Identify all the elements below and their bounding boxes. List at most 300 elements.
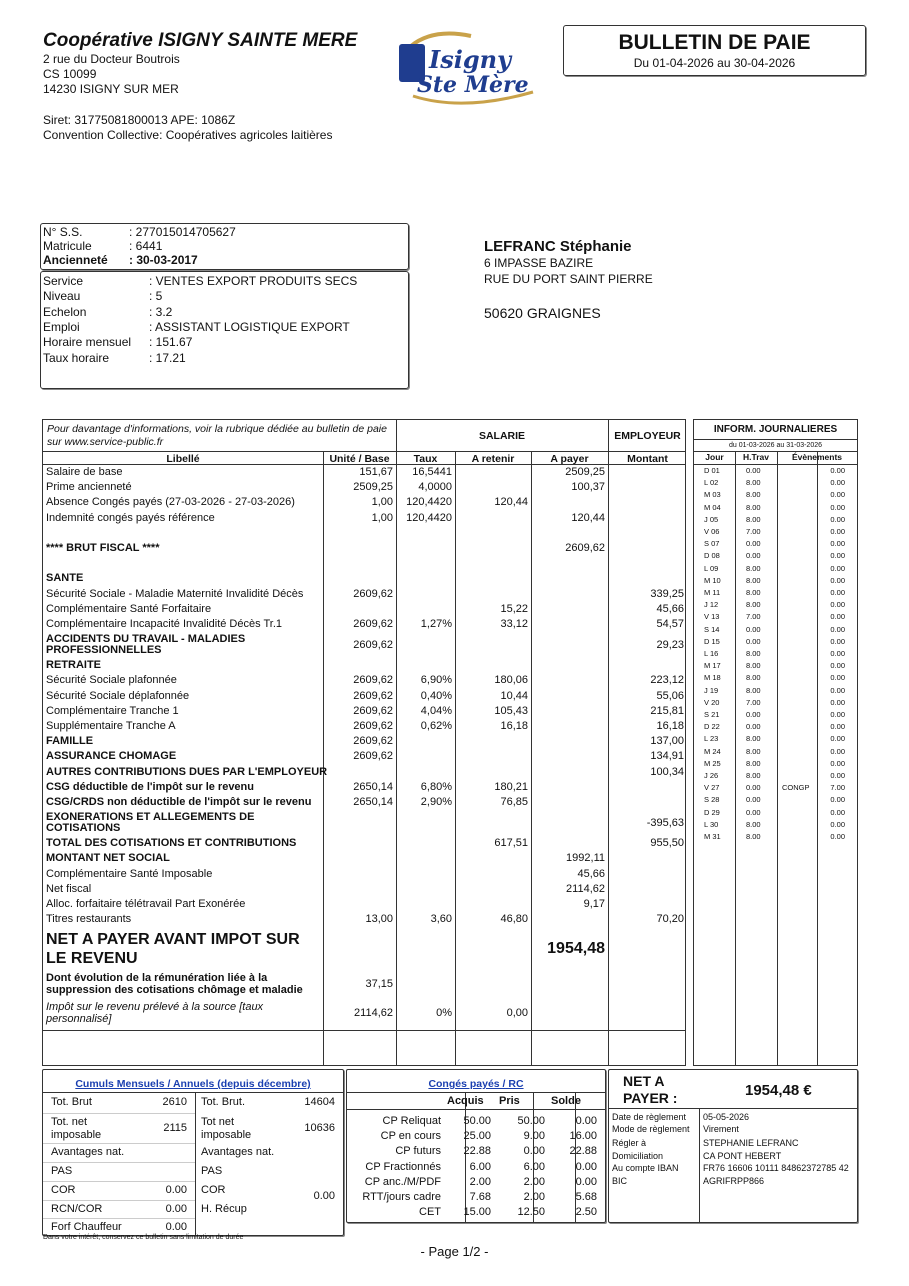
daily-value: 0.00 — [830, 575, 845, 585]
employee-id-label: Ancienneté — [43, 253, 108, 267]
footer-note: Dans votre intérêt, conservez ce bulletin sans limitation de durée — [43, 1234, 244, 1241]
cumul-label: PAS — [201, 1165, 223, 1177]
row-label: MONTANT NET SOCIAL — [46, 852, 170, 865]
company-logo — [393, 26, 543, 108]
daily-day: M 03 — [704, 490, 721, 500]
row-label: COTISATIONS — [46, 822, 121, 835]
conges-pris: 2.00 — [523, 1191, 545, 1203]
column-header: Taux — [413, 453, 438, 465]
conges-label: CP futurs — [395, 1145, 441, 1158]
row-montant: 955,50 — [650, 837, 684, 850]
row-taux: 120,4420 — [406, 511, 452, 524]
daily-hours: 8.00 — [746, 514, 761, 524]
payment-detail-value: STEPHANIE LEFRANC — [703, 1138, 799, 1148]
row-payer: 2114,62 — [566, 882, 605, 895]
daily-hours: 8.00 — [746, 478, 761, 488]
recipient-address-line: RUE DU PORT SAINT PIERRE — [484, 272, 653, 286]
daily-day: V 20 — [704, 697, 720, 707]
cumul-label: COR — [51, 1184, 76, 1196]
daily-value: 0.00 — [830, 490, 845, 500]
cumul-value: 0.00 — [313, 1190, 335, 1202]
row-taux: 2,90% — [420, 796, 452, 808]
row-payer: 9,17 — [583, 898, 605, 910]
conges-pris: 2.00 — [523, 1175, 545, 1188]
employee-id-box — [40, 223, 409, 270]
daily-day: M 11 — [704, 588, 721, 597]
row-taux: 6,80% — [420, 780, 452, 793]
row-base: 1,00 — [371, 511, 393, 524]
cumul-label: Forf Chauffeur — [51, 1221, 122, 1233]
daily-day: L 09 — [704, 563, 719, 573]
row-retenir: 10,44 — [500, 689, 528, 702]
conges-col-header: Acquis — [447, 1095, 484, 1107]
daily-value: 0.00 — [830, 563, 845, 573]
cumul-value: 0.00 — [165, 1184, 187, 1196]
row-label: Sécurité Sociale plafonnée — [46, 674, 177, 687]
grid-line — [43, 1143, 195, 1144]
daily-hours: 8.00 — [746, 661, 761, 671]
daily-hours: 8.00 — [746, 563, 761, 573]
daily-day: S 07 — [704, 539, 720, 549]
tax-label: Impôt sur le revenu prélevé à la source [taux — [46, 1001, 264, 1014]
cumuls-link[interactable]: Cumuls Mensuels / Annuels (depuis décembre) — [75, 1078, 311, 1090]
daily-value: 0.00 — [830, 795, 845, 805]
conges-col-header: Pris — [499, 1095, 520, 1107]
row-payer: 120,44 — [571, 511, 605, 524]
row-label: EXONERATIONS ET ALLEGEMENTS DE — [46, 811, 255, 824]
row-montant: 45,66 — [656, 602, 684, 615]
group-header-employeur: EMPLOYEUR — [614, 430, 681, 442]
cumul-label: COR — [201, 1184, 226, 1196]
daily-value: 0.00 — [830, 551, 845, 561]
row-base: 2609,62 — [353, 750, 393, 763]
row-label: Supplémentaire Tranche A — [46, 720, 176, 732]
daily-event: CONGP — [782, 783, 810, 793]
net-box — [608, 1069, 858, 1223]
conges-link[interactable]: Congés payés / RC — [428, 1078, 524, 1090]
net-value: 1954,48 € — [745, 1082, 812, 1099]
cumul-value: 2115 — [163, 1122, 187, 1134]
cumul-label: Tot. Brut — [51, 1096, 92, 1108]
conges-solde: 5.68 — [575, 1191, 597, 1203]
tax-label: personnalisé] — [46, 1013, 112, 1026]
payslip-period: Du 01-04-2026 au 30-04-2026 — [633, 56, 796, 70]
row-retenir: 105,43 — [494, 704, 528, 717]
conges-label: CP en cours — [380, 1130, 441, 1143]
row-label: PROFESSIONNELLES — [46, 644, 162, 657]
employee-info-value: : 5 — [149, 289, 163, 304]
row-retenir: 180,21 — [494, 780, 528, 793]
daily-day: V 06 — [704, 527, 720, 536]
row-taux: 0,62% — [420, 720, 452, 732]
conges-label: RTT/jours cadre — [362, 1191, 441, 1203]
employee-info-label: Horaire mensuel — [43, 335, 132, 350]
row-taux: 3,60 — [430, 913, 452, 926]
daily-col-header: Jour — [705, 452, 724, 462]
daily-hours: 7.00 — [746, 697, 761, 707]
conges-label: CP Fractionnés — [365, 1160, 441, 1173]
payment-detail-value: 05-05-2026 — [703, 1112, 750, 1122]
payslip-title-box — [563, 25, 866, 76]
row-retenir: 15,22 — [500, 602, 528, 615]
daily-day: D 29 — [704, 807, 720, 817]
conges-box — [346, 1069, 606, 1223]
daily-hours: 0.00 — [746, 807, 761, 817]
grid-line — [694, 439, 857, 440]
recipient-name: LEFRANC Stéphanie — [484, 238, 632, 255]
row-montant: 70,20 — [656, 913, 684, 926]
employee-id-value: : 30-03-2017 — [129, 253, 198, 267]
daily-hours: 8.00 — [746, 734, 761, 744]
daily-hours: 0.00 — [746, 795, 761, 805]
payslip-title: BULLETIN DE PAIE — [618, 31, 811, 54]
employee-info-label: Service — [43, 274, 84, 288]
row-taux: 4,04% — [420, 704, 452, 717]
daily-value: 0.00 — [830, 649, 845, 658]
conges-pris: 50.00 — [517, 1115, 545, 1127]
daily-hours: 8.00 — [746, 490, 761, 500]
row-payer: 45,66 — [577, 867, 605, 880]
cumul-label: Avantages nat. — [51, 1146, 125, 1158]
daily-hours: 0.00 — [746, 783, 761, 793]
daily-value: 0.00 — [830, 514, 845, 524]
column-header: A retenir — [471, 453, 515, 465]
row-label: CSG déductible de l'impôt sur le revenu — [46, 780, 254, 793]
conges-solde: 0.00 — [575, 1175, 597, 1188]
row-taux: 1,27% — [420, 618, 452, 630]
row-base: 2609,62 — [353, 735, 393, 748]
evolution-label: suppression des cotisations chômage et maladie — [46, 984, 303, 997]
row-retenir: 16,18 — [500, 720, 528, 732]
row-label: Complémentaire Santé Imposable — [46, 867, 213, 880]
row-retenir: 76,85 — [500, 796, 528, 808]
conges-label: CP Reliquat — [382, 1115, 441, 1127]
column-header: Unité / Base — [329, 453, 390, 465]
conges-solde: 2.50 — [575, 1206, 597, 1219]
daily-info-title: INFORM. JOURNALIERES — [713, 424, 838, 435]
daily-hours: 0.00 — [746, 539, 761, 549]
employee-id-value: : 277015014705627 — [129, 225, 236, 239]
employee-id-label: N° S.S. — [43, 225, 83, 239]
payment-detail-value: CA PONT HEBERT — [703, 1151, 782, 1161]
grid-line — [43, 1162, 195, 1163]
row-label: TOTAL DES COTISATIONS ET CONTRIBUTIONS — [46, 837, 297, 850]
row-label: Complémentaire Santé Forfaitaire — [46, 602, 212, 615]
row-label: Absence Congés payés (27-03-2026 - 27-03-2026) — [46, 496, 295, 509]
row-label: RETRAITE — [46, 659, 101, 672]
net-before-tax-value: 1954,48 — [547, 940, 605, 958]
row-base: 13,00 — [365, 913, 393, 926]
daily-day: V 27 — [704, 783, 720, 793]
daily-value: 0.00 — [830, 758, 845, 768]
grid-line — [347, 1092, 605, 1093]
daily-value: 0.00 — [830, 771, 845, 780]
daily-day: J 12 — [704, 600, 719, 610]
row-label: Titres restaurants — [46, 913, 132, 926]
daily-hours: 8.00 — [746, 575, 761, 585]
row-base: 2609,62 — [353, 639, 393, 652]
daily-day: L 23 — [704, 734, 719, 744]
recipient-city: 50620 GRAIGNES — [484, 305, 601, 321]
row-montant: -395,63 — [646, 817, 684, 830]
cumul-label: RCN/COR — [51, 1203, 103, 1215]
daily-day: L 16 — [704, 649, 719, 658]
conges-pris: 6.00 — [523, 1160, 545, 1173]
employee-info-value: : 17.21 — [149, 350, 186, 365]
daily-hours: 8.00 — [746, 746, 761, 756]
net-label: NET A — [623, 1073, 665, 1089]
row-label: Sécurité Sociale - Maladie Maternité Invalidité Décès — [46, 587, 304, 600]
row-label: CSG/CRDS non déductible de l'impôt sur le revenu — [46, 796, 312, 808]
daily-value: 0.00 — [830, 734, 845, 744]
column-header: Libellé — [166, 453, 200, 465]
conges-pris: 9.00 — [523, 1130, 545, 1143]
column-header: Montant — [627, 453, 668, 465]
row-label: Prime ancienneté — [46, 481, 132, 494]
row-label: Complémentaire Tranche 1 — [46, 704, 179, 717]
row-retenir: 180,06 — [494, 674, 528, 687]
daily-col-header: Évènements — [791, 452, 843, 462]
row-label: FAMILLE — [46, 735, 94, 748]
daily-value: 0.00 — [830, 746, 845, 756]
payment-detail-value: AGRIFRPP866 — [703, 1176, 765, 1186]
daily-day: D 15 — [704, 636, 720, 646]
daily-day: D 22 — [704, 722, 720, 732]
row-base: 2609,62 — [353, 618, 393, 630]
company-address-line: CS 10099 — [43, 67, 97, 81]
grid-line — [609, 1108, 857, 1109]
daily-value: 0.00 — [830, 466, 845, 475]
daily-day: D 01 — [704, 466, 720, 475]
employee-info-value: : VENTES EXPORT PRODUITS SECS — [149, 274, 358, 288]
daily-day: S 28 — [704, 795, 720, 805]
conges-solde: 0.00 — [575, 1160, 597, 1173]
employee-info-value: : 3.2 — [149, 304, 173, 319]
row-montant: 29,23 — [656, 639, 684, 652]
daily-day: J 05 — [704, 514, 719, 524]
group-header-salarie: SALARIE — [478, 430, 526, 442]
row-label: AUTRES CONTRIBUTIONS DUES PAR L'EMPLOYEUR — [46, 765, 328, 778]
evolution-label: Dont évolution de la rémunération liée à la — [46, 972, 268, 985]
grid-line — [396, 451, 685, 452]
row-payer: 2609,62 — [565, 542, 605, 554]
payment-detail-label: Régler à — [612, 1138, 647, 1148]
cumul-label: Tot. net imposable — [51, 1116, 102, 1141]
daily-day: M 24 — [704, 746, 721, 756]
cumul-value: 10636 — [304, 1122, 335, 1134]
row-label: Sécurité Sociale déplafonnée — [46, 689, 190, 702]
conges-solde: 0.00 — [575, 1115, 597, 1127]
daily-day: M 10 — [704, 575, 721, 585]
daily-value: 0.00 — [830, 636, 845, 646]
row-base: 2509,25 — [353, 481, 393, 494]
conges-solde: 22.88 — [569, 1145, 597, 1158]
daily-day: L 02 — [704, 478, 719, 488]
cumul-value: 0.00 — [165, 1203, 187, 1215]
row-retenir: 120,44 — [494, 496, 528, 509]
conges-acquis: 22.88 — [463, 1145, 491, 1158]
column-header: A payer — [550, 453, 589, 465]
row-base: 151,67 — [359, 466, 393, 478]
row-label: SANTE — [46, 572, 84, 585]
grid-line — [694, 464, 857, 465]
row-base: 1,00 — [371, 496, 393, 509]
daily-value: 0.00 — [830, 722, 845, 732]
daily-hours: 0.00 — [746, 636, 761, 646]
cumul-label: Avantages nat. — [201, 1146, 275, 1158]
cumuls-box — [42, 1069, 344, 1236]
row-taux: 16,5441 — [412, 466, 452, 478]
cumul-value: 2610 — [162, 1096, 187, 1108]
row-label: **** BRUT FISCAL **** — [46, 542, 160, 554]
daily-value: 0.00 — [830, 612, 845, 622]
row-payer: 1992,11 — [566, 852, 605, 865]
row-retenir: 33,12 — [500, 618, 528, 630]
recipient-address-line: 6 IMPASSE BAZIRE — [484, 256, 594, 270]
daily-day: L 30 — [704, 819, 719, 829]
daily-hours: 8.00 — [746, 588, 761, 597]
row-label: Complémentaire Incapacité Invalidité Décès Tr.1 — [46, 618, 283, 630]
daily-value: 7.00 — [830, 783, 845, 793]
daily-hours: 8.00 — [746, 758, 761, 768]
daily-day: D 08 — [704, 551, 720, 561]
row-label: Net fiscal — [46, 882, 92, 895]
daily-hours: 0.00 — [746, 710, 761, 719]
employee-info-box — [40, 271, 409, 389]
daily-day: M 17 — [704, 661, 721, 671]
grid-line — [777, 451, 778, 1065]
daily-hours: 8.00 — [746, 673, 761, 683]
daily-value: 0.00 — [830, 539, 845, 549]
payment-detail-label: Date de règlement — [612, 1112, 687, 1122]
employee-info-value: : ASSISTANT LOGISTIQUE EXPORT — [149, 319, 350, 334]
conges-acquis: 6.00 — [469, 1160, 491, 1173]
grid-line — [43, 1092, 343, 1093]
daily-hours: 8.00 — [746, 502, 761, 512]
daily-hours: 0.00 — [746, 551, 761, 561]
grid-line — [735, 451, 736, 1065]
conges-pris: 12.50 — [517, 1206, 545, 1219]
employee-info-label: Emploi — [43, 319, 80, 334]
conges-label: CP anc./M/PDF — [364, 1175, 441, 1188]
daily-value: 0.00 — [830, 527, 845, 536]
net-before-tax-label: LE REVENU — [46, 950, 138, 968]
daily-value: 0.00 — [830, 832, 845, 841]
info-note: sur www.service-public.fr — [47, 436, 164, 448]
conges-label: CET — [419, 1206, 441, 1219]
row-taux: 0,40% — [420, 689, 452, 702]
row-retenir: 46,80 — [500, 913, 528, 926]
evolution-base: 37,15 — [365, 978, 393, 991]
cumul-value: 0.00 — [165, 1221, 187, 1233]
daily-day: S 21 — [704, 710, 720, 719]
payslip-table — [42, 419, 686, 1066]
tax-base: 2114,62 — [354, 1007, 393, 1020]
cumul-label: Tot. Brut. — [201, 1096, 246, 1108]
net-before-tax-label: NET A PAYER AVANT IMPOT SUR — [46, 931, 300, 949]
row-taux: 4,0000 — [418, 481, 452, 494]
row-montant: 137,00 — [650, 735, 684, 748]
daily-value: 0.00 — [830, 819, 845, 829]
daily-value: 0.00 — [830, 673, 845, 683]
payment-detail-label: Mode de règlement — [612, 1124, 690, 1134]
daily-value: 0.00 — [830, 588, 845, 597]
row-montant: 54,57 — [656, 618, 684, 630]
row-base: 2609,62 — [353, 704, 393, 717]
company-address-line: 2 rue du Docteur Boutrois — [43, 52, 180, 66]
daily-hours: 8.00 — [746, 819, 761, 829]
daily-info-period: du 01-03-2026 au 31-03-2026 — [728, 442, 823, 449]
page-number: - Page 1/2 - — [420, 1244, 489, 1259]
employee-info-value: : 151.67 — [149, 335, 193, 350]
payment-detail-label: BIC — [612, 1176, 628, 1186]
daily-value: 0.00 — [830, 624, 845, 634]
daily-day: M 25 — [704, 758, 721, 768]
logo-text: Isigny — [429, 45, 512, 74]
row-base: 2609,62 — [353, 689, 393, 702]
daily-hours: 7.00 — [746, 527, 761, 536]
daily-day: S 14 — [704, 624, 720, 634]
employee-id-value: : 6441 — [129, 239, 163, 253]
daily-day: V 13 — [704, 612, 720, 622]
row-payer: 2509,25 — [565, 466, 605, 478]
grid-line — [699, 1108, 700, 1222]
daily-hours: 8.00 — [746, 685, 761, 695]
row-montant: 223,12 — [650, 674, 684, 687]
daily-day: M 18 — [704, 673, 721, 683]
grid-line — [43, 1181, 195, 1182]
row-montant: 16,18 — [656, 720, 684, 732]
daily-value: 0.00 — [830, 478, 845, 488]
daily-value: 0.00 — [830, 697, 845, 707]
payment-detail-label: Domiciliation — [612, 1151, 664, 1161]
company-siret: Siret: 31775081800013 APE: 1086Z — [43, 113, 236, 127]
daily-value: 0.00 — [830, 685, 845, 695]
tax-withheld: 0,00 — [506, 1007, 528, 1020]
daily-hours: 7.00 — [746, 612, 761, 622]
grid-line — [347, 1109, 605, 1110]
row-payer: 100,37 — [571, 481, 605, 494]
employee-info-label: Niveau — [43, 289, 81, 304]
daily-hours: 8.00 — [746, 600, 761, 610]
row-retenir: 617,51 — [494, 837, 528, 850]
grid-line — [195, 1092, 196, 1235]
grid-line — [43, 1218, 195, 1219]
employee-info-label: Echelon — [43, 304, 87, 319]
row-label: ASSURANCE CHOMAGE — [46, 750, 177, 763]
daily-value: 0.00 — [830, 661, 845, 671]
conges-acquis: 15.00 — [463, 1206, 491, 1219]
row-label: Salaire de base — [46, 466, 123, 478]
payment-detail-label: Au compte IBAN — [612, 1163, 679, 1173]
payment-detail-value: FR76 16606 10111 84862372785 42 — [703, 1163, 849, 1173]
employee-id-label: Matricule — [43, 239, 92, 253]
daily-hours: 8.00 — [746, 771, 761, 780]
daily-hours: 8.00 — [746, 649, 761, 658]
net-label: PAYER : — [623, 1090, 678, 1106]
row-taux: 120,4420 — [406, 496, 452, 509]
payment-detail-value: Virement — [703, 1124, 739, 1134]
row-stripe — [43, 571, 685, 586]
company-name: Coopérative ISIGNY SAINTE MERE — [43, 30, 358, 51]
employee-info-label: Taux horaire — [43, 350, 110, 365]
daily-hours: 0.00 — [746, 624, 761, 634]
daily-col-header: H.Trav — [743, 452, 769, 462]
conges-pris: 0.00 — [523, 1145, 545, 1158]
row-base: 2609,62 — [353, 587, 393, 600]
row-label: Indemnité congés payés référence — [46, 511, 215, 524]
daily-value: 0.00 — [830, 502, 845, 512]
